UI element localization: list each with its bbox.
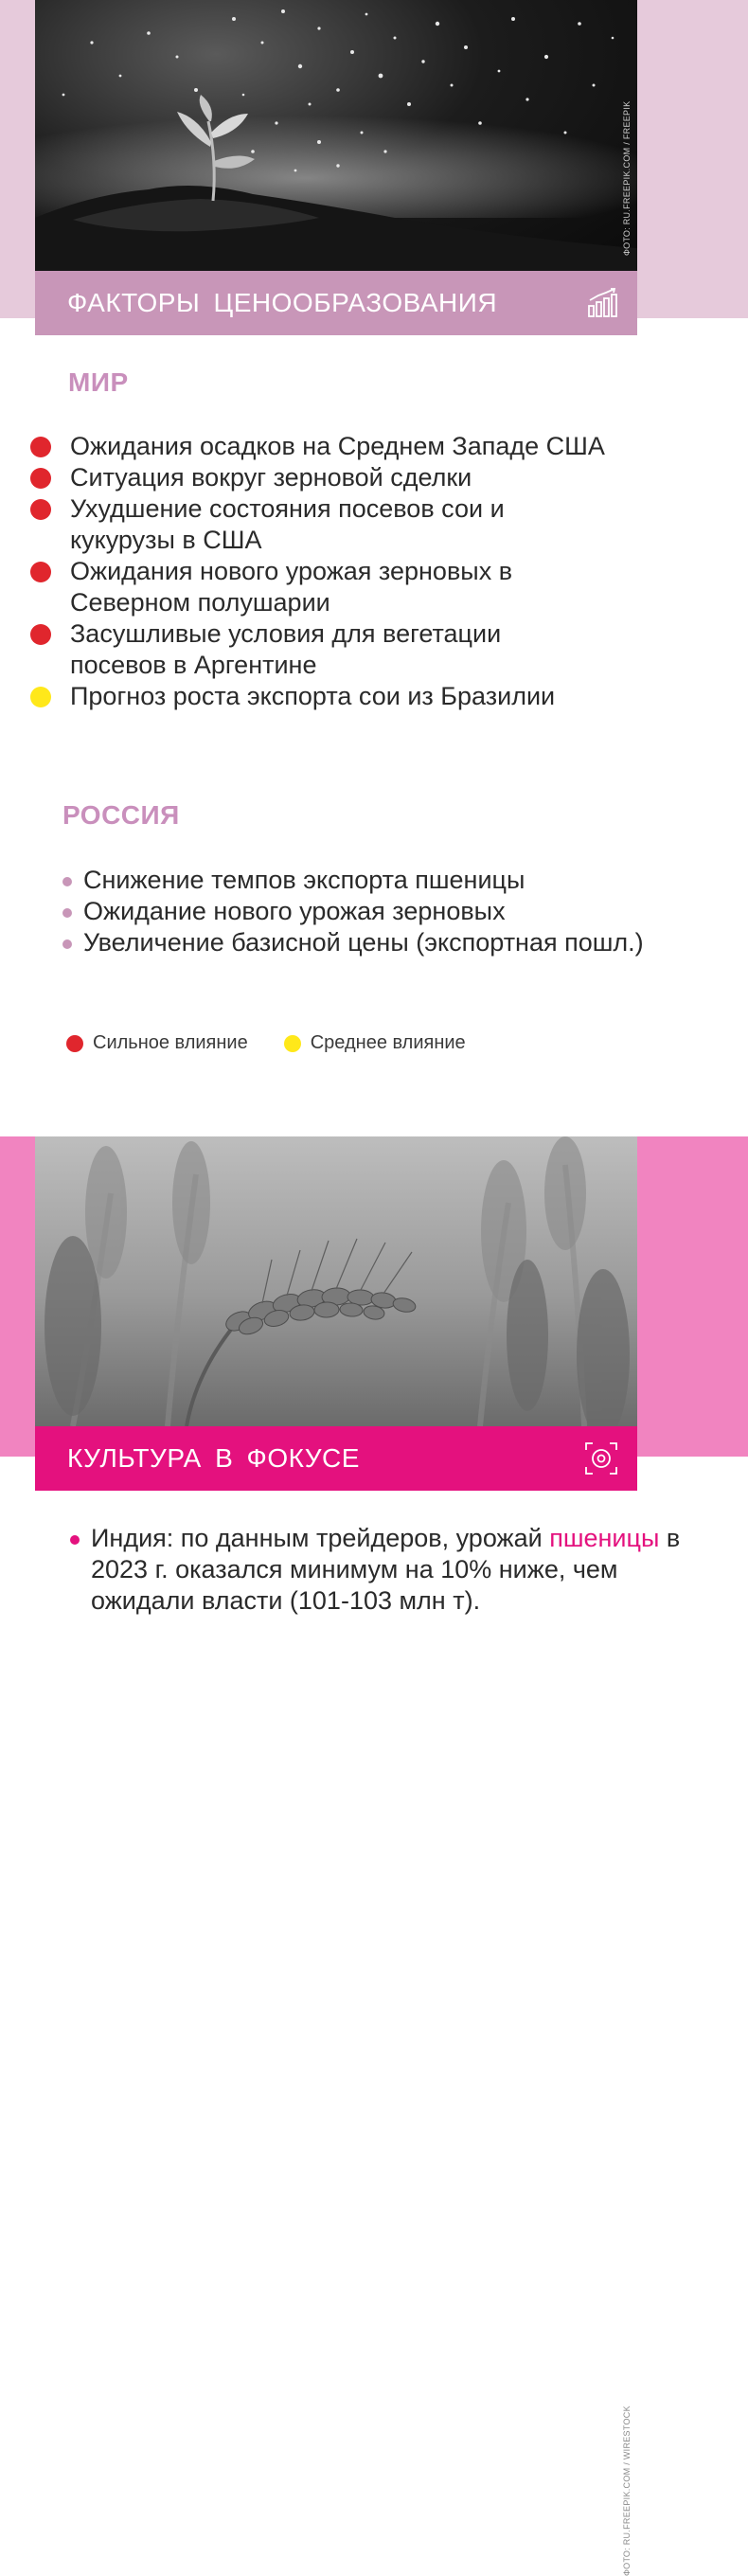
section-header-pricing [35,271,637,335]
photo-credit: ФОТО: RU.FREEPIK.COM / WIRESTOCK [622,2406,632,2576]
india-news-list [70,1523,695,1617]
list-item: Ожидания нового урожая зерновых в Северном полушарии [30,556,572,618]
seedling-rain-illustration [35,0,637,271]
medium-impact-dot [284,1035,301,1052]
list-item: Ситуация вокруг зерновой сделки [30,462,712,493]
bullet-dot [70,1535,80,1545]
world-factors-list [30,431,712,712]
wheat-illustration [35,1136,637,1426]
bullet-dot [62,908,72,918]
photo-seedling-rain [35,0,637,271]
list-item: Засушливые условия для вегетации посевов в Аргентине [30,618,567,681]
highlight-wheat: пшеницы [549,1524,660,1552]
target-crosshair-icon [584,1441,618,1476]
section-header-focus [35,1426,637,1491]
strong-impact-dot [30,437,51,457]
strong-impact-dot [30,624,51,645]
list-item: Ожидание нового урожая зерновых [62,896,725,927]
strong-impact-dot [30,562,51,582]
list-item: Прогноз роста экспорта сои из Бразилии [30,681,712,712]
medium-impact-dot [30,687,51,707]
heading-world: МИР [68,367,129,397]
heading-russia: РОССИЯ [62,800,180,830]
photo-credit: ФОТО: RU.FREEPIK.COM / FREEPIK [622,100,632,256]
bullet-dot [62,939,72,949]
list-item: Индия: по данным трейдеров, урожай пшеницы в 2023 г. оказался минимум на 10% ниже, чем ожидали власти (101-103 млн т). [70,1523,695,1617]
bar-chart-growth-icon [586,287,618,319]
section-title: КУЛЬТУРА В ФОКУСЕ [67,1443,360,1473]
list-item: Увеличение базисной цены (экспортная пошл.) [62,927,725,958]
strong-impact-dot [30,468,51,489]
list-item: Ухудшение состояния посевов сои и кукурузы в США [30,493,553,556]
list-item: Снижение темпов экспорта пшеницы [62,865,725,896]
strong-impact-dot [66,1035,83,1052]
section-title: ФАКТОРЫ ЦЕНООБРАЗОВАНИЯ [67,288,498,317]
list-item: Ожидания осадков на Среднем Западе США [30,431,712,462]
legend-strong: Сильное влияние [66,1032,248,1054]
russia-factors-list [62,865,725,958]
impact-legend [66,1032,502,1054]
strong-impact-dot [30,499,51,520]
legend-medium: Среднее влияние [284,1032,466,1054]
bullet-dot [62,877,72,886]
